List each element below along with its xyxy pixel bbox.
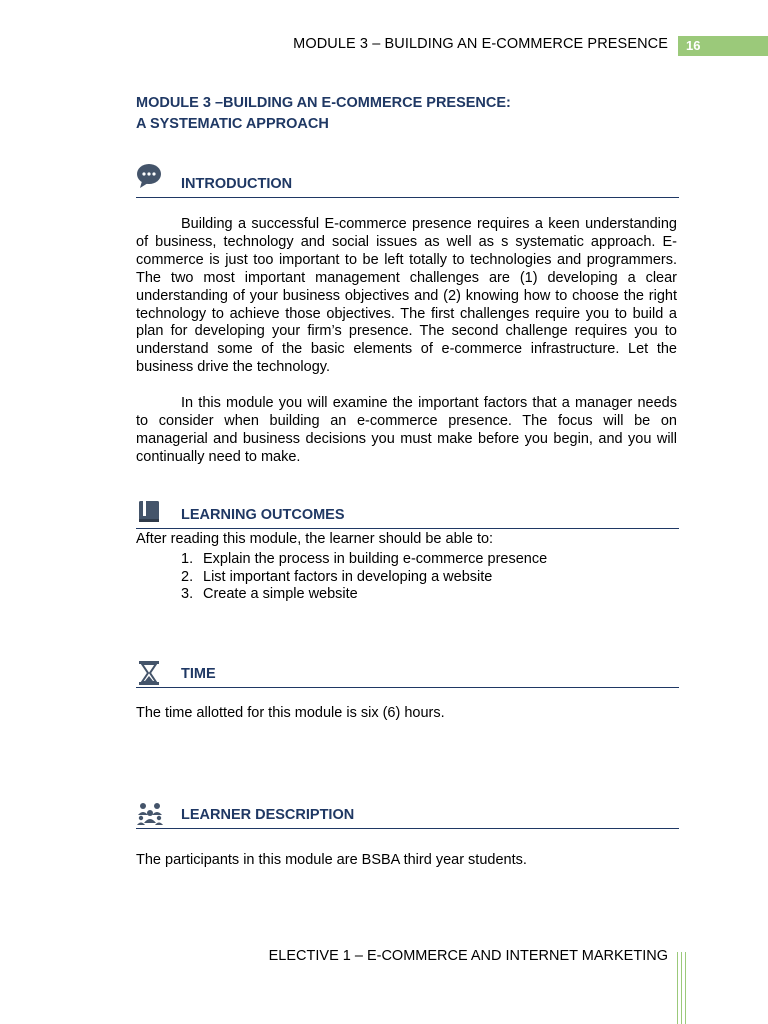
introduction-heading: INTRODUCTION (181, 176, 293, 192)
footer-accent-line (677, 952, 678, 1024)
document-title (136, 93, 511, 135)
time-heading: TIME (181, 666, 216, 682)
page-number: 16 (678, 36, 768, 56)
introduction-paragraph-2: In this module you will examine the important factors that a manager needs to consider when building an e-commerce presence. The focus will be on managerial and business decisions you must make before you begin, and you will continually need to make. (136, 395, 677, 465)
list-item: 2. List important factors in developing a website (181, 568, 493, 585)
section-divider (136, 528, 679, 529)
hourglass-icon (136, 660, 162, 686)
learner-description-text: The participants in this module are BSBA third year students. (136, 852, 527, 868)
book-icon (136, 499, 162, 525)
learning-outcomes-heading: LEARNING OUTCOMES (181, 507, 345, 523)
running-footer: ELECTIVE 1 – E-COMMERCE AND INTERNET MARKETING (268, 948, 668, 964)
section-divider (136, 687, 679, 688)
time-text: The time allotted for this module is six (6) hours. (136, 705, 445, 721)
learner-description-heading: LEARNER DESCRIPTION (181, 807, 355, 823)
running-header: MODULE 3 – BUILDING AN E-COMMERCE PRESENCE (293, 36, 668, 52)
document-title-line2: A SYSTEMATIC APPROACH (136, 116, 329, 132)
introduction-body (136, 216, 677, 467)
group-icon (136, 801, 164, 827)
learning-outcomes-list (181, 551, 547, 604)
list-item: 3. Create a simple website (181, 586, 358, 602)
introduction-paragraph-1: Building a successful E-commerce presence requires a keen understanding of business, technology and social issues as well as s systematic approach. E-commerce is just too important to be left totally to technologies and programmers. The two most important management challenges are (1) developing a clear understanding of your business objectives and (2) knowing how to choose the right technology to achieve those objectives. The first challenges require you to build a plan for developing your firm’s presence. The second challenge requires you to understand some of the basic elements of e-commerce infrastructure. Let the business drive the technology. (136, 216, 677, 376)
learning-outcomes-lead: After reading this module, the learner should be able to: (136, 531, 494, 547)
list-item: 1. Explain the process in building e-commerce presence (181, 551, 548, 567)
section-divider (136, 197, 679, 198)
speech-bubble-icon (136, 163, 162, 189)
footer-accent-line (685, 952, 686, 1024)
footer-accent-line (681, 952, 682, 1024)
section-divider (136, 828, 679, 829)
document-title-line1: MODULE 3 –BUILDING AN E-COMMERCE PRESENCE: (136, 95, 511, 111)
